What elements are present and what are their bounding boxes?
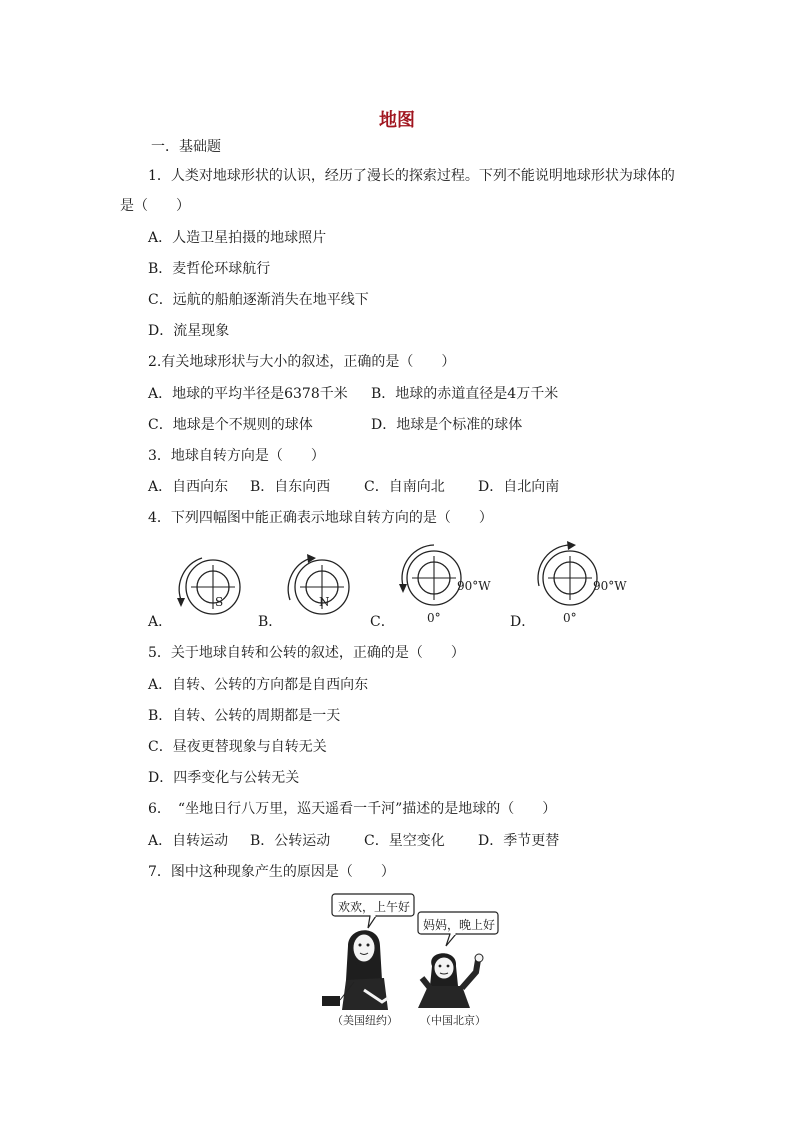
q3-option-b: B．自东向西	[250, 479, 331, 495]
figure-d-label: D．	[510, 614, 536, 630]
q6-option-a: A．自转运动	[148, 833, 229, 849]
figure-c-globe	[394, 540, 504, 632]
q2-option-c: C．地球是个不规则的球体	[148, 417, 313, 433]
q1-option-b: B．麦哲伦环球航行	[148, 261, 271, 277]
q6-option-d: D．季节更替	[478, 833, 560, 849]
q2-option-b: B．地球的赤道直径是4万千米	[371, 386, 559, 402]
figure-b-label: B．	[258, 614, 283, 630]
figure-a-pole-label: S	[215, 595, 224, 609]
question-3-stem: 3．地球自转方向是（ ）	[148, 448, 325, 464]
figure-c-longitude-label: 90°W	[457, 579, 491, 593]
figure-c-prime-label: 0°	[427, 611, 441, 625]
q5-option-a: A．自转、公转的方向都是自西向东	[148, 677, 369, 693]
q1-option-c: C．远航的船舶逐渐消失在地平线下	[148, 292, 369, 308]
figure-b-globe	[276, 552, 356, 622]
figure-a-globe	[165, 552, 245, 622]
question-6-stem: 6． “坐地日行八万里，巡天遥看一千河”描述的是地球的（ ）	[148, 801, 557, 817]
figure-c-label: C．	[370, 614, 395, 630]
bubble-right-text: 妈妈，晚上好	[423, 918, 496, 932]
bubble-left-text: 欢欢，上午好	[338, 900, 411, 914]
question-4-stem: 4．下列四幅图中能正确表示地球自转方向的是（ ）	[148, 510, 493, 526]
caption-left: （美国纽约）	[332, 1014, 398, 1027]
caption-right: （中国北京）	[420, 1014, 486, 1027]
question-5-stem: 5．关于地球自转和公转的叙述，正确的是（ ）	[148, 645, 465, 661]
page-title: 地图	[379, 110, 415, 131]
q6-option-b: B．公转运动	[250, 833, 331, 849]
question-7-stem: 7．图中这种现象产生的原因是（ ）	[148, 864, 395, 880]
q2-option-a: A．地球的平均半径是6378千米	[148, 386, 348, 402]
figure-d-prime-label: 0°	[563, 611, 577, 625]
q6-option-c: C．星空变化	[364, 833, 445, 849]
q5-option-c: C．昼夜更替现象与自转无关	[148, 739, 327, 755]
figure-d-longitude-label: 90°W	[593, 579, 627, 593]
question-1-stem-cont: 是（ ）	[120, 198, 190, 214]
q3-option-a: A．自西向东	[148, 479, 229, 495]
figure-b-pole-label: N	[319, 595, 330, 609]
q5-option-d: D．四季变化与公转无关	[148, 770, 300, 786]
q5-option-b: B．自转、公转的周期都是一天	[148, 708, 341, 724]
q2-option-d: D．地球是个标准的球体	[371, 417, 523, 433]
cartoon-figure	[318, 890, 518, 1039]
question-1-stem: 1．人类对地球形状的认识，经历了漫长的探索过程。下列不能说明地球形状为球体的	[148, 168, 675, 184]
q3-option-c: C．自南向北	[364, 479, 445, 495]
q3-option-d: D．自北向南	[478, 479, 560, 495]
figure-a-label: A．	[148, 614, 173, 630]
question-2-stem: 2.有关地球形状与大小的叙述，正确的是（ ）	[148, 354, 456, 370]
figure-d-globe	[530, 540, 640, 632]
q1-option-a: A．人造卫星拍摄的地球照片	[148, 230, 327, 246]
section-heading: 一．基础题	[151, 139, 221, 155]
q1-option-d: D．流星现象	[148, 323, 230, 339]
